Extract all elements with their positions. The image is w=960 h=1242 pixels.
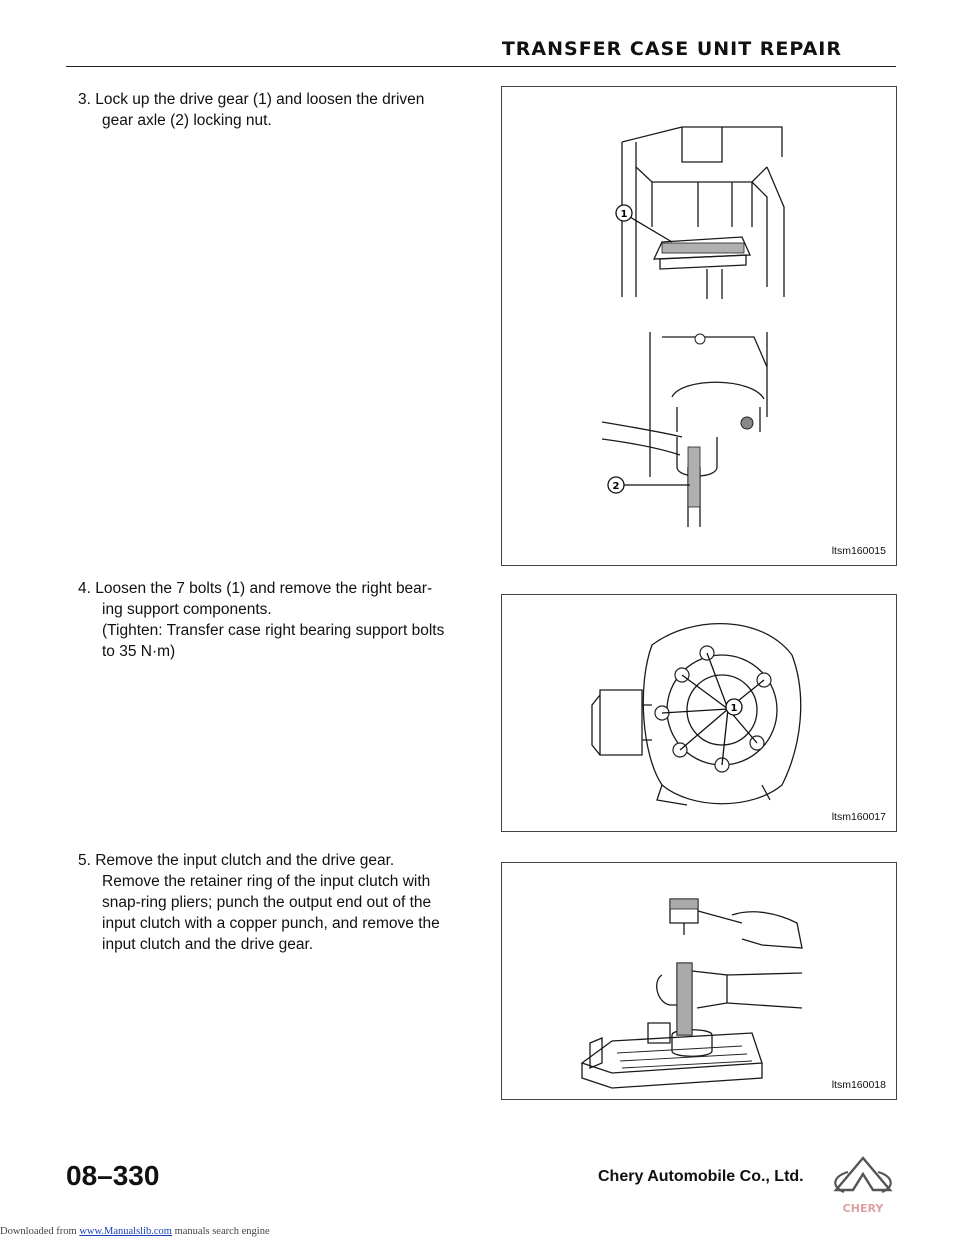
page-number: 08–330	[66, 1160, 160, 1191]
copper-punch-illustration	[502, 863, 896, 1099]
callout-label: 2	[612, 481, 620, 492]
figure-ltsm160015	[501, 86, 897, 566]
step-4-line-4: to 35 N·m)	[102, 643, 176, 660]
step-5-text	[78, 850, 462, 955]
figure-ltsm160017	[501, 594, 897, 832]
callout-marker	[726, 699, 742, 715]
step-5-line-2: Remove the retainer ring of the input clutch with	[102, 873, 431, 890]
step-3-text	[78, 89, 462, 131]
figure-code: ltsm160018	[831, 1079, 886, 1091]
company-name: Chery Automobile Co., Ltd.	[598, 1168, 804, 1185]
callout-label: 1	[620, 209, 628, 220]
bearing-support-illustration	[502, 595, 896, 831]
chery-logo	[826, 1154, 900, 1223]
manualslib-link[interactable]: www.Manualslib.com	[79, 1226, 172, 1237]
figure-code: ltsm160017	[831, 811, 886, 823]
step-5-line-5: input clutch and the drive gear.	[102, 936, 314, 953]
step-4-line-2: ing support components.	[102, 601, 272, 618]
page-header-title: TRANSFER CASE UNIT REPAIR	[501, 38, 842, 60]
download-suffix: manuals search engine	[174, 1226, 270, 1237]
logo-wordmark: CHERY	[842, 1202, 884, 1215]
step-4-text	[78, 578, 462, 662]
callout-marker	[608, 477, 624, 493]
step-3-line-1: 3. Lock up the drive gear (1) and loosen the driven	[78, 91, 425, 108]
step-4-line-1: 4. Loosen the 7 bolts (1) and remove the right bear-	[78, 580, 433, 597]
step-3-line-2: gear axle (2) locking nut.	[102, 112, 272, 129]
download-footer	[0, 1226, 270, 1237]
header-rule	[66, 66, 896, 67]
figure-code: ltsm160015	[831, 545, 886, 557]
drive-gear-illustration	[502, 87, 896, 565]
callout-marker	[616, 205, 632, 221]
step-5-line-4: input clutch with a copper punch, and remove the	[102, 915, 440, 932]
step-5-line-1: 5. Remove the input clutch and the drive gear.	[78, 852, 395, 869]
step-5-line-3: snap-ring pliers; punch the output end out of the	[102, 894, 432, 911]
step-4-line-3: (Tighten: Transfer case right bearing support bolts	[102, 622, 445, 639]
figure-ltsm160018	[501, 862, 897, 1100]
download-prefix: Downloaded from	[0, 1226, 77, 1237]
callout-label: 1	[730, 703, 738, 714]
